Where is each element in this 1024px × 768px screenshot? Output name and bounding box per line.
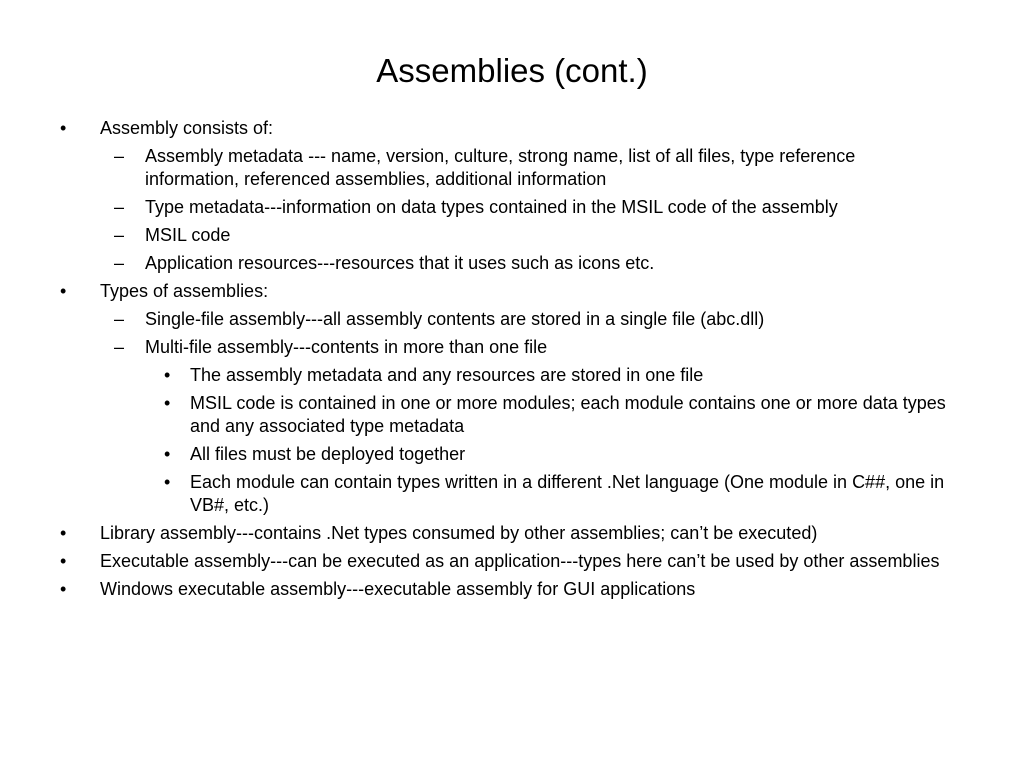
list-item xyxy=(0,522,1000,545)
dash-icon: – xyxy=(114,146,125,166)
list-item xyxy=(0,117,1000,275)
bullet-icon: • xyxy=(60,523,67,543)
list-item-text: Windows executable assembly---executable assembly for GUI applications xyxy=(100,579,696,599)
list-item-text: Library assembly---contains .Net types consumed by other assemblies; can’t be executed) xyxy=(100,523,818,543)
list-item-text: Assembly consists of: xyxy=(100,118,274,138)
sub-list-item-text: Type metadata---information on data types contained in the MSIL code of the assembly xyxy=(145,197,838,217)
sub-sub-list-item xyxy=(145,443,1000,466)
sub-sub-list-item xyxy=(145,392,1000,438)
bullet-icon: • xyxy=(60,281,67,301)
sub-list-item xyxy=(100,196,1000,219)
sub-list-item-text: MSIL code xyxy=(145,225,231,245)
bullet-icon: • xyxy=(164,393,171,413)
sub-sub-list-item-text: MSIL code is contained in one or more modules; each module contains one or more data types and any associated type metadata xyxy=(190,393,946,436)
sub-sub-list-item xyxy=(145,364,1000,387)
sub-sub-list-item-text: Each module can contain types written in a different .Net language (One module in C##, one in VB#, etc.) xyxy=(190,472,945,515)
list-item xyxy=(0,280,1000,517)
bullet-list xyxy=(0,117,1000,601)
sub-list-item xyxy=(100,336,1000,517)
bullet-icon: • xyxy=(60,551,67,571)
bullet-icon: • xyxy=(164,444,171,464)
bullet-icon: • xyxy=(164,472,171,492)
slide-content xyxy=(0,117,1000,606)
bullet-icon: • xyxy=(60,118,67,138)
sub-list-item-text: Single-file assembly---all assembly contents are stored in a single file (abc.dll) xyxy=(145,309,765,329)
sub-list-item xyxy=(100,252,1000,275)
slide-title: Assemblies (cont.) xyxy=(376,52,648,89)
dash-icon: – xyxy=(114,225,125,245)
list-item-text: Executable assembly---can be executed as an application---types here can’t be used by other assemblies xyxy=(100,551,940,571)
sub-sub-list-item-text: The assembly metadata and any resources are stored in one file xyxy=(190,365,704,385)
sub-list-item xyxy=(100,308,1000,331)
dash-icon: – xyxy=(114,337,125,357)
sub-list-item xyxy=(100,145,1000,191)
bullet-icon: • xyxy=(164,365,171,385)
sub-list xyxy=(100,308,1000,517)
list-item-text: Types of assemblies: xyxy=(100,281,269,301)
sub-sub-list-item-text: All files must be deployed together xyxy=(190,444,466,464)
sub-list-item xyxy=(100,224,1000,247)
sub-list-item-text: Application resources---resources that it uses such as icons etc. xyxy=(145,253,655,273)
sub-list xyxy=(100,145,1000,275)
bullet-icon: • xyxy=(60,579,67,599)
sub-list-item-text: Assembly metadata --- name, version, culture, strong name, list of all files, type reference information, referenced assemblies, additional information xyxy=(145,146,856,189)
dash-icon: – xyxy=(114,197,125,217)
list-item xyxy=(0,578,1000,601)
list-item xyxy=(0,550,1000,573)
dash-icon: – xyxy=(114,309,125,329)
sub-list-item-text: Multi-file assembly---contents in more than one file xyxy=(145,337,548,357)
sub-sub-list-item xyxy=(145,471,1000,517)
sub-sub-list xyxy=(145,364,1000,517)
dash-icon: – xyxy=(114,253,125,273)
